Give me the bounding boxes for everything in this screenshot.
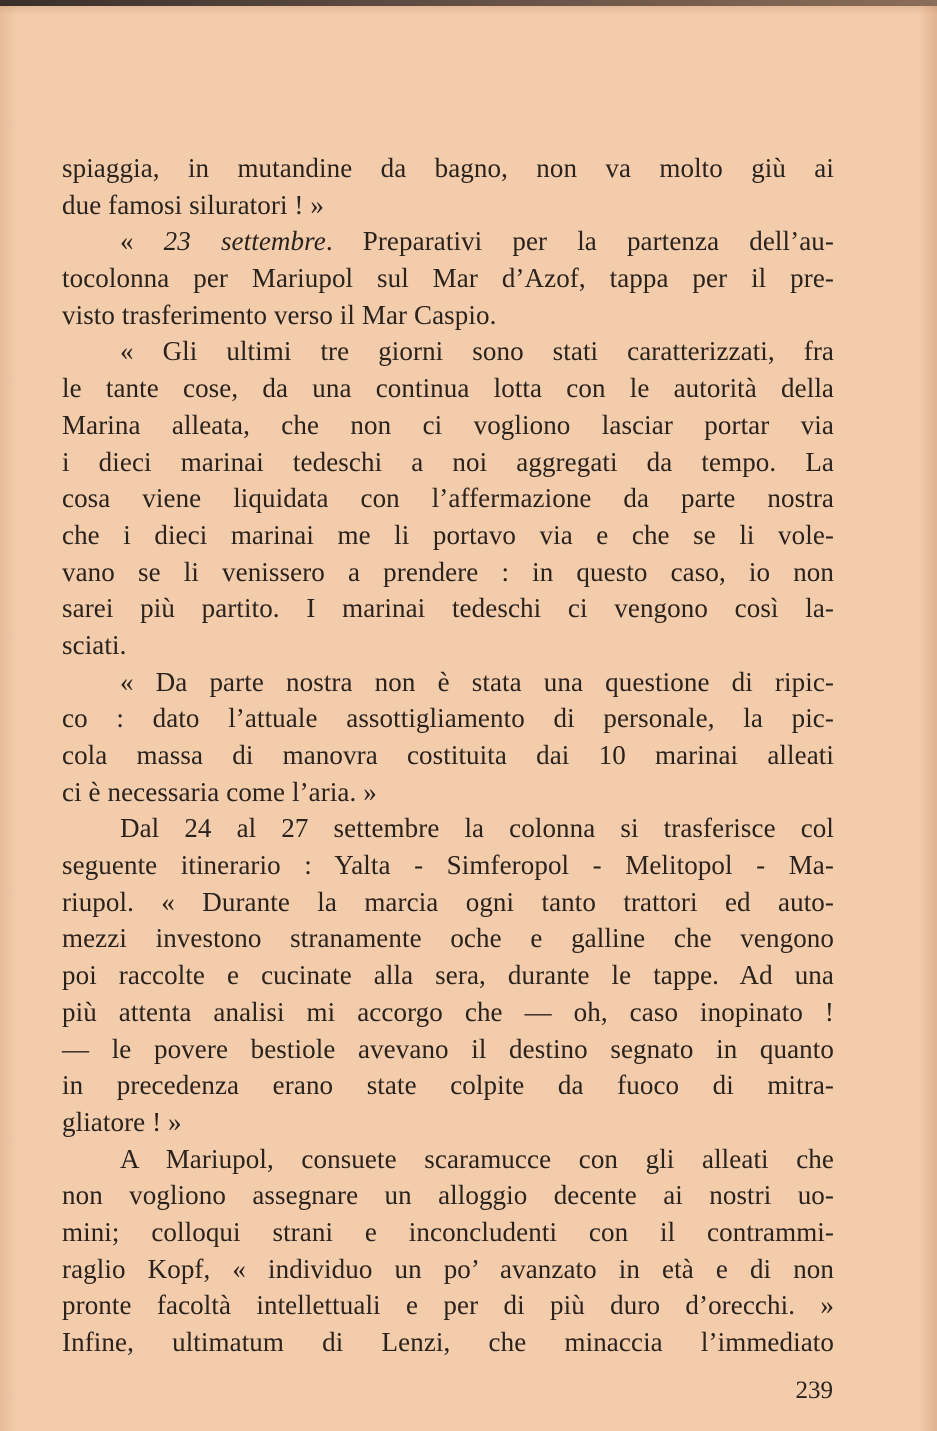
text-line: Dal 24 al 27 settembre la colonna si trasferisce col [120, 813, 834, 844]
body-text [62, 150, 834, 1361]
text-line: non vogliono assegnare un alloggio decente ai nostri uo- [62, 1180, 834, 1211]
text-line: co : dato l’attuale assottigliamento di personale, la pic- [62, 703, 834, 734]
text-line: sciati. [62, 629, 127, 660]
text-line: « Da parte nostra non è stata una questione di ripic- [120, 666, 834, 697]
text-line: due famosi siluratori ! » [62, 189, 324, 220]
text-line: « 23 settembre. Preparativi per la partenza dell’au- [120, 226, 834, 257]
text-line: in precedenza erano state colpite da fuoco di mitra- [62, 1070, 834, 1101]
date-italic: 23 settembre [163, 226, 326, 257]
text-line: poi raccolte e cucinate alla sera, durante le tappe. Ad una [62, 960, 834, 991]
text-line: Infine, ultimatum di Lenzi, che minaccia l’immediato [62, 1327, 834, 1357]
text-line: gliatore ! » [62, 1106, 182, 1137]
text-line: spiaggia, in mutandine da bagno, non va molto giù ai [62, 153, 834, 183]
text-line: tocolonna per Mariupol sul Mar d’Azof, tappa per il pre- [62, 263, 834, 294]
text-line: seguente itinerario : Yalta - Simferopol - Melitopol - Ma- [62, 850, 834, 881]
text-line: Marina alleata, che non ci vogliono lasciar portar via [62, 409, 834, 440]
text-line: sarei più partito. I marinai tedeschi ci vengono così la- [62, 593, 834, 624]
page-number: 239 [795, 1377, 833, 1404]
text-line: mezzi investono stranamente oche e galline che vengono [62, 923, 834, 954]
text-line: visto trasferimento verso il Mar Caspio. [62, 299, 497, 330]
text-line: le tante cose, da una continua lotta con le autorità della [62, 373, 834, 404]
text-line: « Gli ultimi tre giorni sono stati caratterizzati, fra [120, 336, 834, 367]
text-line: mini; colloqui strani e inconcludenti con il contrammi- [62, 1216, 834, 1247]
text-line: pronte facoltà intellettuali e per di più duro d’orecchi. » [62, 1290, 834, 1321]
text-line: cosa viene liquidata con l’affermazione da parte nostra [62, 483, 834, 514]
text-line: che i dieci marinai me li portavo via e che se li vole- [62, 519, 834, 550]
text-line: cola massa di manovra costituita dai 10 marinai alleati [62, 740, 834, 770]
text-line: — le povere bestiole avevano il destino segnato in quanto [62, 1033, 834, 1064]
text-line: vano se li venissero a prendere : in questo caso, io non [62, 556, 834, 587]
text-line: i dieci marinai tedeschi a noi aggregati da tempo. La [62, 446, 834, 477]
text-line: A Mariupol, consuete scaramucce con gli alleati che [120, 1143, 834, 1174]
text-line: riupol. « Durante la marcia ogni tanto trattori ed auto- [62, 886, 834, 917]
text-line: ci è necessaria come l’aria. » [62, 776, 377, 807]
text-line: raglio Kopf, « individuo un po’ avanzato in età e di non [62, 1253, 834, 1284]
text-line: più attenta analisi mi accorgo che — oh, caso inopinato ! [62, 996, 834, 1027]
page-top-edge [0, 0, 937, 6]
